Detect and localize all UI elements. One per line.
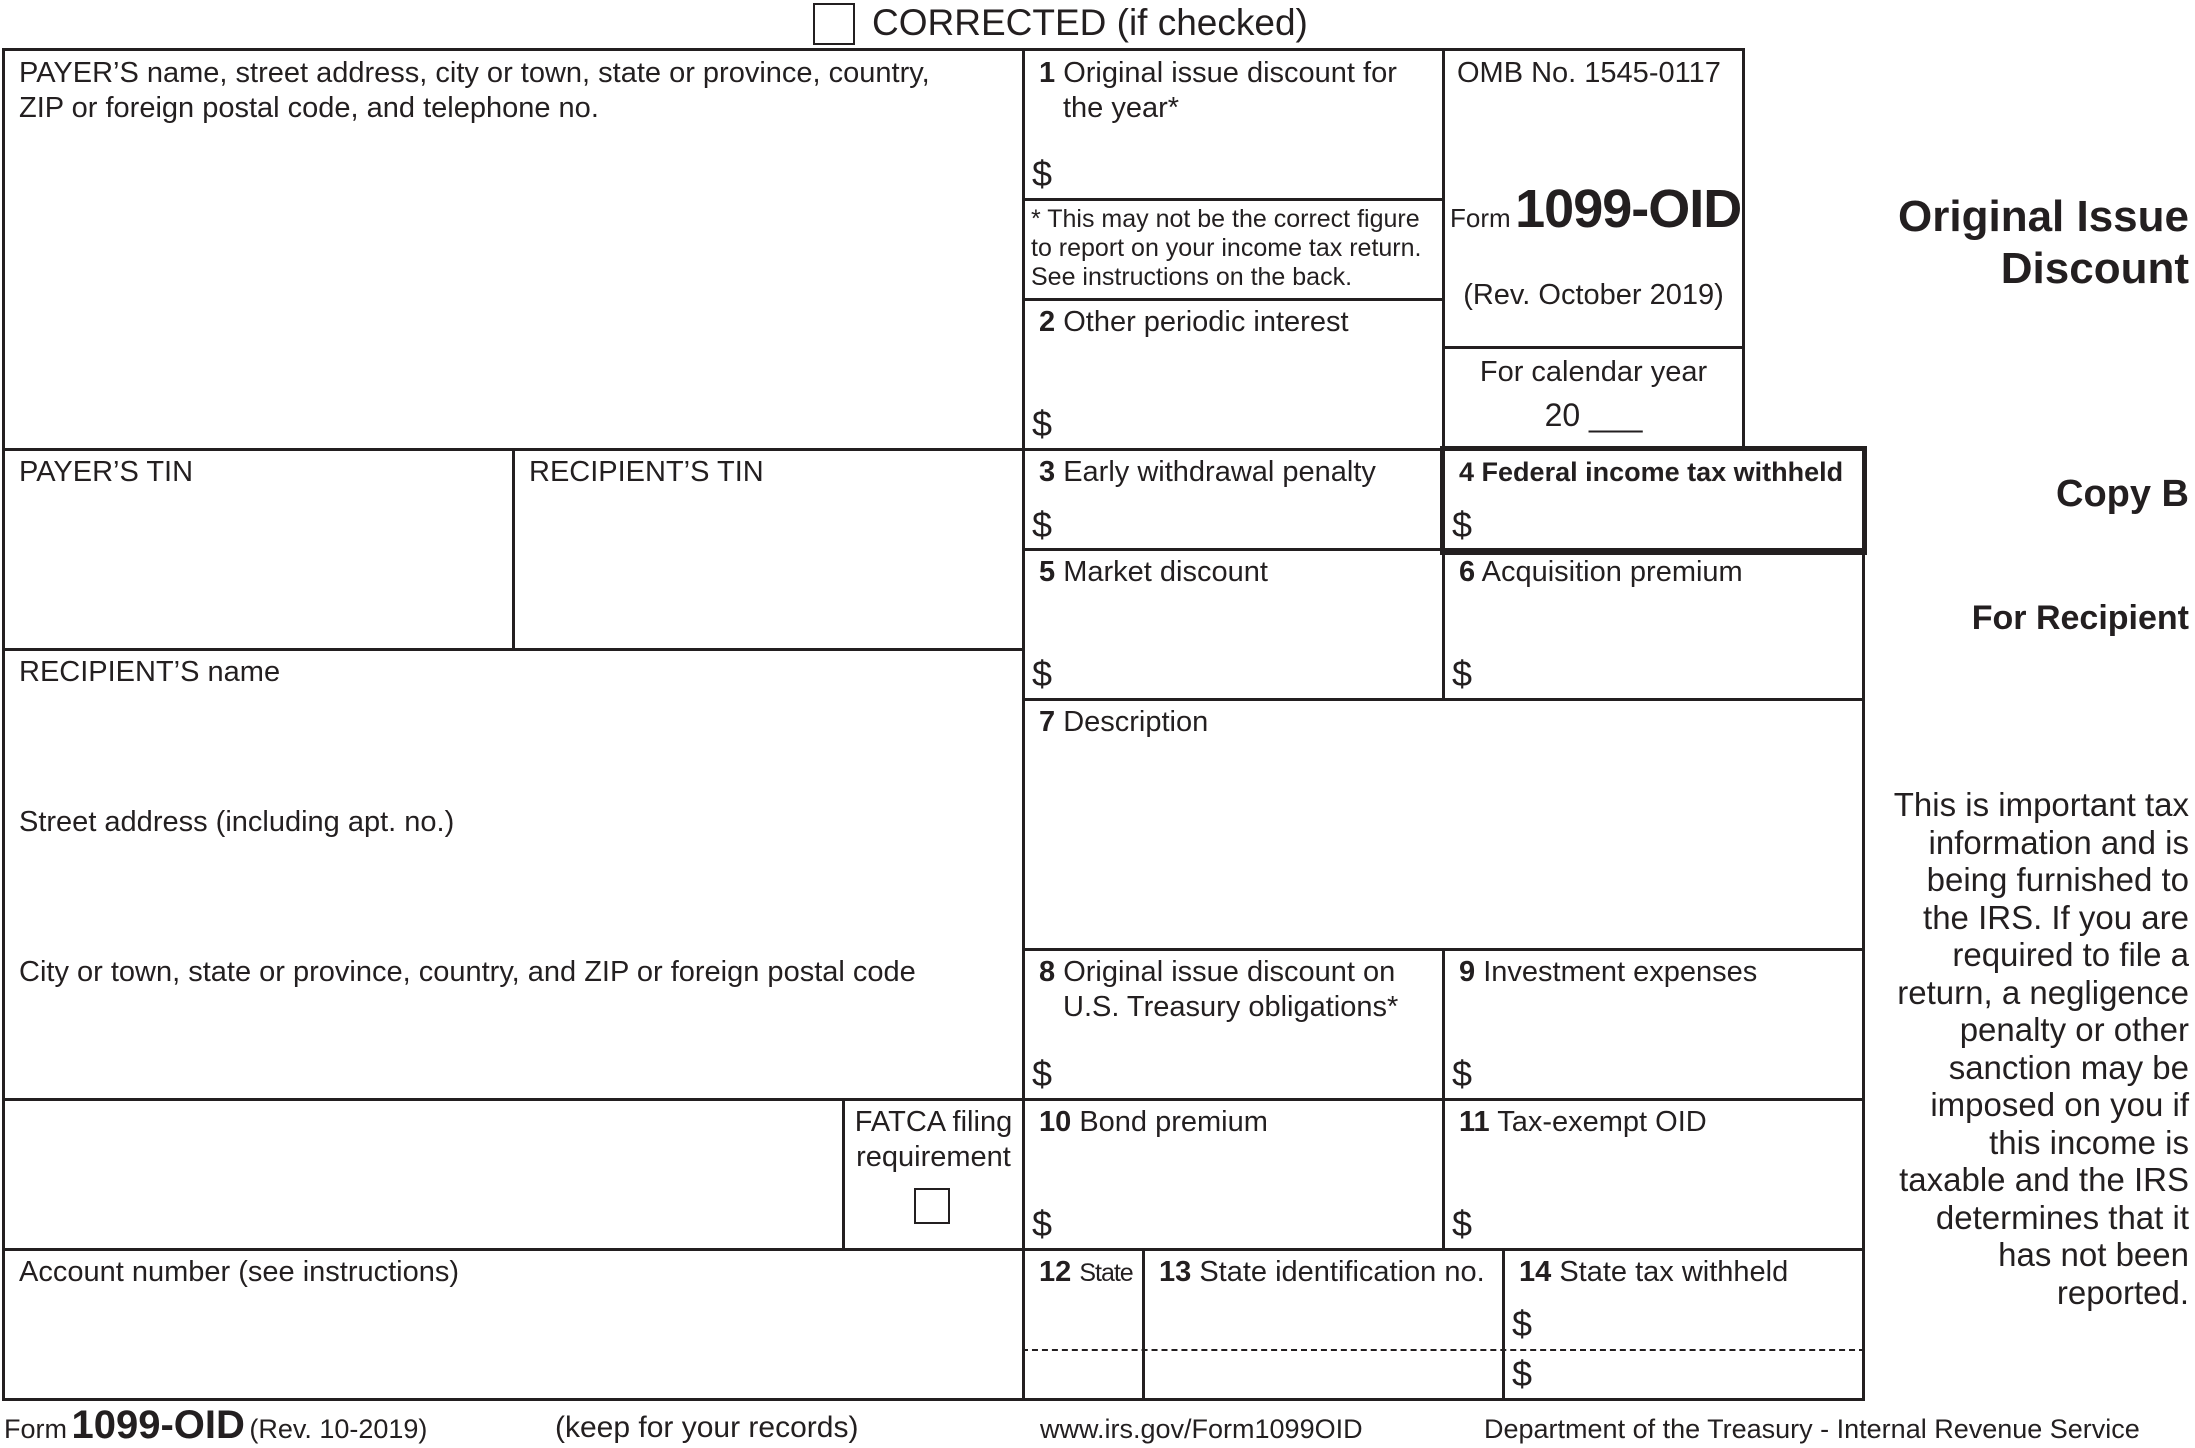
box12-label: 12 State: [1039, 1256, 1133, 1288]
box12-state-field-1[interactable]: [1030, 1295, 1135, 1345]
notice-line: sanction may be: [1948, 1048, 2189, 1086]
box4-dollar: $: [1452, 504, 1473, 545]
street-address-label: Street address (including apt. no.): [19, 806, 455, 838]
row-line-omb-form-bottom: [1442, 346, 1744, 349]
omb-number: OMB No. 1545-0117: [1457, 57, 1721, 89]
form-border-bottom: [2, 1398, 1865, 1401]
box5-label: 5 Market discount: [1039, 556, 1268, 588]
box10-dollar: $: [1032, 1203, 1053, 1244]
box6-label: 6 Acquisition premium: [1459, 556, 1743, 588]
notice-line: imposed on you if: [1930, 1086, 2189, 1123]
footer-department: Department of the Treasury - Internal Revenue Service: [1484, 1414, 2140, 1444]
col-line-box13-right: [1502, 1248, 1505, 1401]
box2-label: 2 Other periodic interest: [1039, 306, 1349, 338]
box1-dollar: $: [1032, 153, 1053, 194]
form-title: [1450, 178, 1741, 240]
copy-label: Copy B: [2056, 473, 2189, 515]
footer-url[interactable]: www.irs.gov/Form1099OID: [1040, 1414, 1363, 1444]
box9-label: 9 Investment expenses: [1459, 956, 1758, 988]
note-line1: * This may not be the correct figure: [1031, 205, 1420, 233]
state-row-divider: [1022, 1349, 1865, 1351]
box14-amount-field-2[interactable]: [1540, 1354, 1855, 1394]
box1-label-line1: 1 Original issue discount for: [1039, 57, 1397, 89]
recipient-tin-label: RECIPIENT’S TIN: [529, 456, 764, 488]
fatca-label-line1: FATCA filing: [854, 1106, 1013, 1138]
note-line3: See instructions on the back.: [1031, 263, 1353, 291]
blank-info-field[interactable]: [10, 1106, 835, 1241]
box11-amount-field[interactable]: [1480, 1150, 1855, 1244]
row-line-box5-bottom: [1022, 698, 1865, 701]
recipient-tin-field[interactable]: [520, 495, 1015, 640]
box11-label: 11 Tax-exempt OID: [1459, 1106, 1707, 1138]
box13-label: 13 State identification no.: [1159, 1256, 1485, 1288]
city-state-field[interactable]: [10, 995, 1010, 1090]
box9-amount-field[interactable]: [1480, 1000, 1855, 1094]
box8-amount-field[interactable]: [1060, 1030, 1435, 1094]
city-state-label: City or town, state or province, country, and ZIP or foreign postal code: [19, 956, 916, 988]
footer-revision: (Rev. 10-2019): [249, 1414, 428, 1444]
box3-amount-field[interactable]: [1060, 500, 1435, 544]
col-line-boxes-mid-bottom: [1442, 948, 1445, 1248]
col-line-right-edge: [1862, 448, 1865, 1401]
recipient-name-label: RECIPIENT’S name: [19, 656, 281, 688]
box14-amount-field-1[interactable]: [1540, 1300, 1855, 1345]
box3-label: 3 Early withdrawal penalty: [1039, 456, 1376, 488]
box14-dollar-1: $: [1512, 1303, 1533, 1344]
box6-amount-field[interactable]: [1480, 600, 1855, 694]
box11-dollar: $: [1452, 1203, 1473, 1244]
footer-keep-records: (keep for your records): [555, 1411, 859, 1444]
recipient-name-field[interactable]: [10, 695, 1010, 795]
form-name-line1: Original Issue: [1898, 192, 2189, 241]
box8-dollar: $: [1032, 1053, 1053, 1094]
row-line-address-bottom: [2, 1098, 1865, 1101]
box9-dollar: $: [1452, 1053, 1473, 1094]
notice-line: required to file a: [1952, 936, 2189, 973]
box4-label: 4 Federal income tax withheld: [1459, 457, 1844, 487]
for-recipient-label: For Recipient: [1971, 599, 2189, 637]
box8-label-line1: 8 Original issue discount on: [1039, 956, 1396, 988]
notice-line: determines that it: [1935, 1198, 2189, 1236]
footer-form-id: [4, 1403, 427, 1448]
account-number-field[interactable]: [10, 1295, 1010, 1390]
notice-line: penalty or other: [1959, 1011, 2189, 1048]
corrected-checkbox[interactable]: [813, 3, 855, 45]
box10-amount-field[interactable]: [1060, 1150, 1435, 1244]
box14-dollar-2: $: [1512, 1353, 1533, 1394]
row-line-fatca-bottom: [2, 1248, 1865, 1251]
box7-label: 7 Description: [1039, 706, 1209, 738]
box13-state-id-field-2[interactable]: [1150, 1354, 1495, 1394]
notice-line: this income is: [1989, 1123, 2189, 1161]
box2-amount-field[interactable]: [1060, 400, 1435, 444]
form-word: Form: [1450, 203, 1511, 233]
fatca-label-line2: requirement: [856, 1141, 1011, 1173]
street-address-field[interactable]: [10, 845, 1010, 945]
box6-dollar: $: [1452, 653, 1473, 694]
box7-description-field[interactable]: [1030, 745, 1855, 940]
fatca-checkbox[interactable]: [914, 1188, 950, 1224]
footer-form-number: 1099-OID: [71, 1403, 245, 1447]
notice-line: has not been: [1998, 1236, 2189, 1273]
notice-line: taxable and the IRS: [1899, 1161, 2189, 1198]
row-line-note-bottom: [1022, 298, 1444, 301]
notice-line: return, a negligence: [1897, 973, 2189, 1011]
form-number: 1099-OID: [1515, 179, 1742, 239]
form-name-line2: Discount: [2000, 244, 2189, 293]
form-border-left: [2, 48, 5, 1401]
notice-line: information and is: [1928, 823, 2189, 861]
col-line-left-right: [1022, 48, 1025, 1401]
box13-state-id-field-1[interactable]: [1150, 1295, 1495, 1345]
payer-name-label-line1: PAYER’S name, street address, city or town, state or province, country,: [19, 57, 930, 89]
footer-form-word: Form: [4, 1414, 67, 1444]
payer-name-field[interactable]: [10, 130, 1010, 440]
box5-amount-field[interactable]: [1060, 600, 1435, 694]
box10-label: 10 Bond premium: [1039, 1106, 1268, 1138]
row-line-tin-bottom: [2, 648, 1022, 651]
corrected-label: CORRECTED (if checked): [872, 2, 1308, 43]
notice-line: This is important tax: [1893, 786, 2189, 823]
row-line-box1-bottom: [1022, 198, 1444, 201]
col-line-box12-right: [1142, 1248, 1145, 1401]
account-number-label: Account number (see instructions): [19, 1256, 460, 1288]
col-line-payer-recipient-tin: [512, 448, 515, 648]
calendar-year-field[interactable]: 20 ___: [1544, 397, 1643, 433]
box1-label-line2: the year*: [1063, 92, 1180, 124]
box5-dollar: $: [1032, 653, 1053, 694]
box14-label: 14 State tax withheld: [1519, 1256, 1789, 1288]
form-border-top: [2, 48, 1744, 51]
box1-amount-field[interactable]: [1060, 150, 1435, 194]
notice-line: reported.: [2056, 1273, 2189, 1311]
box8-label-line2: U.S. Treasury obligations*: [1063, 991, 1399, 1023]
box3-dollar: $: [1032, 504, 1053, 545]
payer-tin-field[interactable]: [10, 495, 505, 640]
omb-revision: (Rev. October 2019): [1463, 279, 1724, 311]
payer-name-label-line2: ZIP or foreign postal code, and telephone no.: [19, 92, 599, 124]
box12-state-field-2[interactable]: [1030, 1354, 1135, 1394]
note-line2: to report on your income tax return.: [1031, 234, 1422, 262]
box4-amount-field[interactable]: [1480, 500, 1850, 540]
notice-line: the IRS. If you are: [1923, 898, 2189, 936]
box2-dollar: $: [1032, 403, 1053, 444]
payer-tin-label: PAYER’S TIN: [19, 456, 194, 488]
calendar-year-label: For calendar year: [1479, 356, 1708, 388]
notice-line: being furnished to: [1926, 861, 2189, 898]
recipient-notice: [1894, 786, 2189, 1311]
